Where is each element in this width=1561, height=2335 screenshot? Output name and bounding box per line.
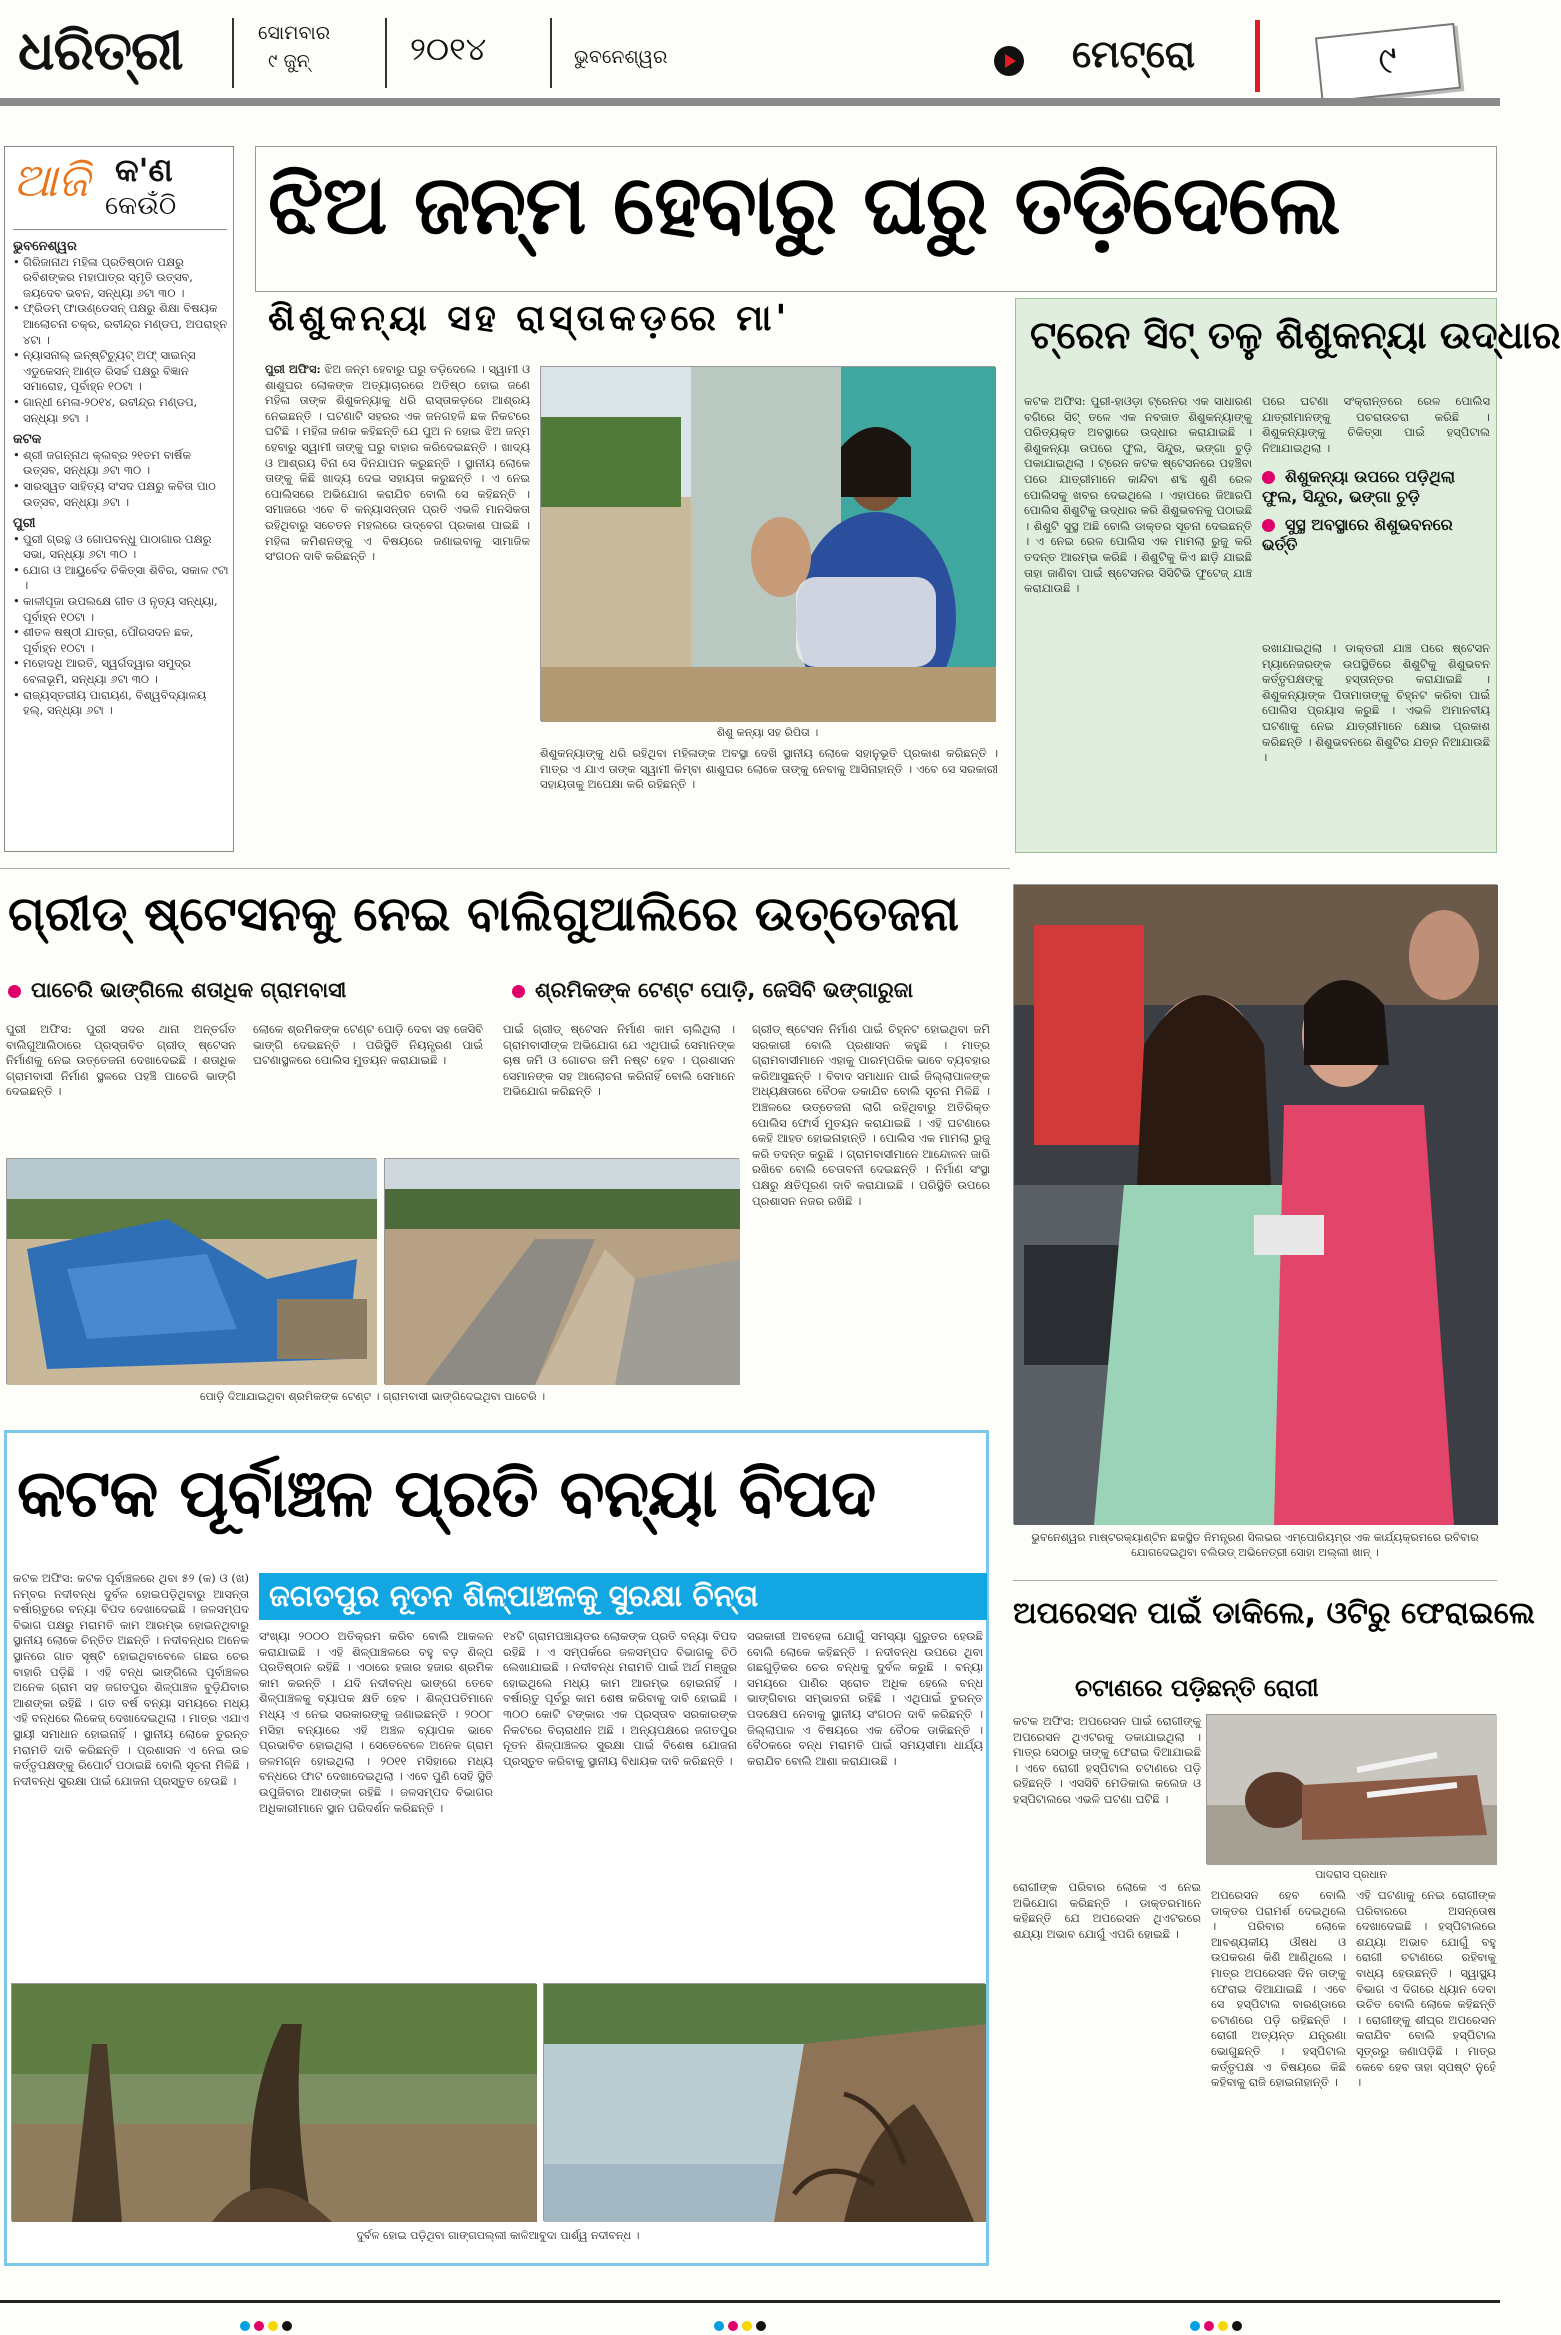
bullet-icon (8, 985, 21, 998)
bullet-icon (512, 985, 525, 998)
story1-col1-text: ଝିଅ ଜନ୍ମ ହେବାରୁ ଘରୁ ତଡ଼ିଦେଲେ । ସ୍ୱାମୀ ଓ ଶାଶୁଘର ଲୋକଙ୍କ ଅତ୍ୟାଚାରରେ ଅତିଷ୍ଠ ହୋଇ ଜଣେ ମହିଳା ତାଙ୍କ ଶିଶୁକନ୍ୟାକୁ ଧରି ରାସ୍ତାକଡ଼ରେ ଆଶ୍ରୟ ନେଇଛନ୍ତି । ଘଟଣାଟି ସହରର ଏକ ଜନଗହଳି ଛକ ନିକଟରେ ଘଟିଛି । ମହିଳା ଜଣକ କହିଛନ୍ତି ଯେ ପୁଅ ନ ହୋଇ ଝିଅ ଜନ୍ମ ହେବାରୁ ସ୍ୱାମୀ ତାଙ୍କୁ ଘରୁ ବାହାର କରିଦେଇଛନ୍ତି । ଖାଦ୍ୟ ଓ ଆଶ୍ରୟ ବିନା ସେ ଦିନଯାପନ କରୁଛନ୍ତି । ସ୍ଥାନୀୟ ଲୋକେ ତାଙ୍କୁ କିଛି ଖାଦ୍ୟ ଦେଇ ସହାୟତା କରୁଛନ୍ତି । ଏ ନେଇ ପୋଲିସରେ ଅଭିଯୋଗ କରାଯିବ ବୋଲି ସେ କହିଛନ୍ତି । ସମାଜରେ ଏବେ ବି କନ୍ୟାସନ୍ତାନ ପ୍ରତି ଏଭଳି ମାନସିକତା ରହିଥିବାରୁ ସଚେତନ ମହଲରେ ଉଦ୍‌ବେଗ ପ୍ରକାଶ ପାଇଛି । ମହିଳା କମିଶନଙ୍କୁ ଏ ବିଷୟରେ ଜଣାଇବାକୁ ସାମାଜିକ ସଂଗଠନ ଦାବି କରିଛନ୍ତି । (265, 362, 531, 564)
story2-box (1015, 298, 1561, 853)
event-item: • ଯୋଗ ଓ ଆୟୁର୍ବେଦ ଚିକିତ୍ସା ଶିବିର, ସକାଳ ୯ଟା । (13, 563, 229, 594)
story5-col1: କଟକ ଅଫିସ: ଅପରେସନ ପାଇଁ ରୋଗୀଙ୍କୁ ଅପରେସନ ଥିଏଟରକୁ ଡକାଯାଇଥିଲା । ମାତ୍ର ସେଠାରୁ ତାଙ୍କୁ ଫେରାଇ ଦିଆଯାଇଛି । ଏବେ ରୋଗୀ ହସ୍ପିଟାଲ ଚଟାଣରେ ପଡ଼ି ରହିଛନ୍ତି । ଏସସିବି ମେଡିକାଲ କଲେଜ ଓ ହସ୍ପିଟାଲରେ ଏଭଳି ଘଟଣା ଘଟିଛି । (1013, 1714, 1201, 1806)
registration-marks (712, 2316, 768, 2335)
story1-headline: ଝିଅ ଜନ୍ମ ହେବାରୁ ଘରୁ ତଡ଼ିଦେଲେ (268, 158, 1340, 253)
river-roots-photo (544, 1984, 986, 2222)
events-section (13, 239, 229, 426)
story3-headline: ଗ୍ରୀଡ୍ ଷ୍ଟେସନକୁ ନେଇ ବାଲିଗୁଆଲିରେ ଉତ୍ତେଜନା (8, 886, 959, 942)
mother-child-photo (541, 367, 996, 722)
story2-headline: ଟ୍ରେନ ସିଟ୍ ତଳୁ ଶିଶୁକନ୍ୟା ଉଦ୍ଧାର (1030, 313, 1561, 357)
event-item: • ନ୍ୟାସନାଲ୍ ଇନ୍‌ଷ୍ଟିଚ୍ୟୁଟ୍ ଅଫ୍ ସାଇନ୍ସ ଏଡୁକେସନ୍ ଆଣ୍ଡ ରିସର୍ଚ୍ଚ ପକ୍ଷରୁ ବିଜ୍ଞାନ ସମାରୋହ, ପୂର୍ବାହ୍ନ ୧୦ଟା । (13, 348, 229, 395)
story3-col1: ପୁରୀ ଅଫିସ: ପୁରୀ ସଦର ଥାନା ଅନ୍ତର୍ଗତ ବାଲିଗୁଆଲିଠାରେ ପ୍ରସ୍ତାବିତ ଗ୍ରୀଡ୍ ଷ୍ଟେସନ ନିର୍ମାଣକୁ ନେଇ ଉତ୍ତେଜନା ଦେଖାଦେଇଛି । ଶତାଧିକ ଗ୍ରାମବାସୀ ନିର୍ମାଣ ସ୍ଥଳରେ ପହଞ୍ଚି ପାଚେରି ଭାଙ୍ଗି ଦେଇଛନ୍ତି । (6, 1022, 236, 1099)
story4-col2: ସଂଖ୍ୟା ୨୦୦୦ ଅତିକ୍ରମ କରିବ ବୋଲି ଆକଳନ କରାଯାଇଛି । ଏହି ଶିଳ୍ପାଞ୍ଚଳରେ ବହୁ ବଡ଼ ଶିଳ୍ପ ପ୍ରତିଷ୍ଠାନ ରହିଛି । ଏଠାରେ ହଜାର ହଜାର ଶ୍ରମିକ କାମ କରନ୍ତି । ଯଦି ନଦୀବନ୍ଧ ଭାଙ୍ଗେ ତେବେ ଶିଳ୍ପାଞ୍ଚଳକୁ ବ୍ୟାପକ କ୍ଷତି ହେବ । ଶିଳ୍ପପତିମାନେ ମଧ୍ୟ ଏ ନେଇ ସରକାରଙ୍କୁ ଜଣାଇଛନ୍ତି । ୨୦୦୮ ମସିହା ବନ୍ୟାରେ ଏହି ଅଞ୍ଚଳ ବ୍ୟାପକ ଭାବେ ପ୍ରଭାବିତ ହୋଇଥିଲା । ସେତେବେଳେ ଅନେକ ଗ୍ରାମ ଜଳମଗ୍ନ ହୋଇଥିଲା । ୨୦୧୧ ମସିହାରେ ମଧ୍ୟ ବନ୍ଧରେ ଫାଟ ଦେଖାଦେଇଥିଲା । ଏବେ ପୁଣି ସେହି ସ୍ଥିତି ଉପୁଜିବାର ଆଶଙ୍କା ରହିଛି । ଜଳସମ୍ପଦ ବିଭାଗର ଅଧିକାରୀମାନେ ସ୍ଥାନ ପରିଦର୍ଶନ କରିଛନ୍ତି । (259, 1629, 493, 1815)
celebrity-photo (1013, 884, 1497, 1524)
story3-bullet-1: ପାଚେରି ଭାଙ୍ଗିଲେ ଶତାଧିକ ଗ୍ରାମବାସୀ (8, 978, 346, 1003)
story1-dateline: ପୁରୀ ଅଫିସ: (265, 362, 321, 376)
play-icon (994, 46, 1024, 76)
bullet-icon (1262, 471, 1275, 484)
masthead-rule (0, 98, 1500, 106)
events-title-bottom: କେଉଁଠି (105, 191, 177, 221)
page-number: ୯ (1375, 37, 1400, 83)
story3-photo-tent (6, 1158, 376, 1384)
events-list (13, 237, 229, 719)
story3-photo-caption: ପୋଡ଼ି ଦିଆଯାଇଥିବା ଶ୍ରମିକଙ୍କ ଟେଣ୍ଟ । ଗ୍ରାମବାସୀ ଭାଙ୍ଗିଦେଇଥିବା ପାଚେରି । (199, 1390, 546, 1403)
story3-photo-wall (384, 1158, 739, 1384)
story2-highlight: ସୁସ୍ଥ ଅବସ୍ଥାରେ ଶିଶୁଭବନରେ ଭର୍ତ୍ତି (1262, 515, 1453, 554)
story1-photo (540, 366, 995, 721)
events-section (13, 432, 229, 510)
story5-photo (1206, 1714, 1496, 1864)
story1-col1 (265, 362, 530, 842)
story4-photo-caption: ଦୁର୍ବଳ ହୋଇ ପଡ଼ିଥିବା ଗାଙ୍ଗପଲ୍ଲୀ କାଳିଆବୁଦା ପାର୍ଶ୍ୱ ନଦୀବନ୍ଧ । (356, 2229, 640, 2242)
masthead (0, 0, 1500, 112)
actress-event-photo (1014, 885, 1498, 1525)
story2-highlight: ଶିଶୁକନ୍ୟା ଉପରେ ପଡ଼ିଥିଲା ଫୁଲ, ସିନ୍ଦୁର, ଭଙ୍ଗା ଚୁଡ଼ି (1262, 467, 1456, 506)
masthead-divider (550, 18, 552, 88)
page-number-badge (1315, 23, 1461, 103)
story3-col2: ଲୋକେ ଶ୍ରମିକଙ୍କ ଟେଣ୍ଟ ପୋଡ଼ି ଦେବା ସହ ଜେସିବି ଭାଙ୍ଗି ଦେଇଛନ୍ତି । ପରିସ୍ଥିତି ନିୟନ୍ତ୍ରଣ ପାଇଁ ଘଟଣାସ୍ଥଳରେ ପୋଲିସ ମୁତୟନ କରାଯାଇଛି । (253, 1022, 483, 1068)
broken-wall-photo (385, 1159, 740, 1385)
section-title: ମେଟ୍ରୋ (1072, 32, 1196, 76)
event-item: • ଶୀତଳ ଷଷ୍ଠୀ ଯାତ୍ରା, ପୌରସଦନ ଛକ, ପୂର୍ବାହ୍ନ ୧୦ଟା । (13, 625, 229, 656)
event-item: • କାଳୀପୂଜା ଉପଲକ୍ଷେ ଗୀତ ଓ ନୃତ୍ୟ ସନ୍ଧ୍ୟା, ପୂର୍ବାହ୍ନ ୧୦ଟା । (13, 594, 229, 625)
story3-bullet-2: ଶ୍ରମିକଙ୍କ ଟେଣ୍ଟ ପୋଡ଼ି, ଜେସିବି ଭଙ୍ଗାରୁଜା (512, 978, 913, 1003)
section-divider (1013, 1580, 1497, 1581)
bullet-icon (1262, 519, 1275, 532)
events-section-heading: ଭୁବନେଶ୍ୱର (13, 239, 77, 254)
celebrity-photo-caption: ଭୁବନେଶ୍ୱର ମାଷ୍ଟରକ୍ୟାଣ୍ଟିନ ଛକସ୍ଥିତ ନିମନ୍ତ୍ରଣ ସିଲଭର ଏମ୍ପୋରିୟମ୍‌ର ଏକ କାର୍ଯ୍ୟକ୍ରମରେ ରବିବାର ଯୋଗଦେଇଥିବା ବଲିଉଡ୍ ଅଭିନେତ୍ରୀ ସୋହା ଅଲ୍ଲୀ ଖାନ୍ । (1031, 1531, 1479, 1559)
masthead-date: ୯ ଜୁନ୍ (268, 50, 310, 72)
patient-photo (1207, 1715, 1497, 1865)
newspaper-logo: ଧରିତ୍ରୀ (18, 18, 183, 82)
story3-col4: ଗ୍ରୀଡ୍ ଷ୍ଟେସନ ନିର୍ମାଣ ପାଇଁ ଚିହ୍ନଟ ହୋଇଥିବା ଜମି ସରକାରୀ ବୋଲି ପ୍ରଶାସନ କହୁଛି । ମାତ୍ର ଗ୍ରାମବାସୀମାନେ ଏହାକୁ ପାରମ୍ପରିକ ଭାବେ ବ୍ୟବହାର କରିଆସୁଛନ୍ତି । ବିବାଦ ସମାଧାନ ପାଇଁ ଜିଲ୍ଲାପାଳଙ୍କ ଅଧ୍ୟକ୍ଷତାରେ ବୈଠକ ଡକାଯିବ ବୋଲି ସୂଚନା ମିଳିଛି । ଅଞ୍ଚଳରେ ଉତ୍ତେଜନା ଲାଗି ରହିଥିବାରୁ ଅତିରିକ୍ତ ପୋଲିସ ଫୋର୍ସ ମୁତୟନ କରାଯାଇଛି । ଏହି ଘଟଣାରେ କେହି ଆହତ ହୋଇନାହାନ୍ତି । ପୋଲିସ ଏକ ମାମଲା ରୁଜୁ କରି ତଦନ୍ତ କରୁଛି । ଗ୍ରାମବାସୀମାନେ ଆନ୍ଦୋଳନ ଜାରି ରଖିବେ ବୋଲି ଚେତାବନୀ ଦେଇଛନ୍ତି । ନିର୍ମାଣ ସଂସ୍ଥା ପକ୍ଷରୁ କ୍ଷତିପୂରଣ ଦାବି କରାଯାଇଛି । ପରିସ୍ଥିତି ଉପରେ ପ୍ରଶାସନ ନଜର ରଖିଛି । (752, 1022, 990, 1208)
story3-col3: ପାଇଁ ଗ୍ରୀଡ୍ ଷ୍ଟେସନ ନିର୍ମାଣ କାମ ଚାଲିଥିଲା । ଗ୍ରାମବାସୀଙ୍କ ଅଭିଯୋଗ ଯେ ଏଥିପାଇଁ ସେମାନଙ୍କ ଚାଷ ଜମି ଓ ଗୋଚର ଜମି ନଷ୍ଟ ହେବ । ପ୍ରଶାସନ ସେମାନଙ୍କ ସହ ଆଲୋଚନା କରିନାହିଁ ବୋଲି ସେମାନେ ଅଭିଯୋଗ କରିଛନ୍ତି । (503, 1022, 735, 1099)
registration-marks (1188, 2316, 1244, 2335)
story5-headline: ଅପରେସନ ପାଇଁ ଡାକିଲେ, ଓଟିରୁ ଫେରାଇଲେ (1013, 1596, 1535, 1631)
story2-col1: କଟକ ଅଫିସ: ପୁରୀ-ହାଓଡ଼ା ଟ୍ରେନର ଏକ ସାଧାରଣ ବଗିରେ ସିଟ୍ ତଳେ ଏକ ନବଜାତ ଶିଶୁକନ୍ୟାଙ୍କୁ ପରିତ୍ୟକ୍ତ ଅବସ୍ଥାରେ ଉଦ୍ଧାର କରାଯାଇଛି । ଶିଶୁକନ୍ୟା ଉପରେ ଫୁଲ, ସିନ୍ଦୁର, ଭଙ୍ଗା ଚୁଡ଼ି ପକାଯାଇଥିଲା । ଟ୍ରେନ କଟକ ଷ୍ଟେସନରେ ପହଞ୍ଚିବା ପରେ ଯାତ୍ରୀମାନେ କାନ୍ଦିବା ଶବ୍ଦ ଶୁଣି ରେଳ ପୋଲିସକୁ ଖବର ଦେଇଥିଲେ । ଏହାପରେ ଜିଆରପି ପୋଲିସ ଶିଶୁଟିକୁ ଉଦ୍ଧାର କରି ଶିଶୁଭବନକୁ ପଠାଇଛି । ଶିଶୁଟି ସୁସ୍ଥ ଅଛି ବୋଲି ଡାକ୍ତର ସୂଚନା ଦେଇଛନ୍ତି । ଏ ନେଇ ରେଳ ପୋଲିସ ଏକ ମାମଲା ରୁଜୁ କରି ତଦନ୍ତ ଆରମ୍ଭ କରିଛି । ଶିଶୁଟିକୁ କିଏ ଛାଡ଼ି ଯାଇଛି ତାହା ଜାଣିବା ପାଇଁ ଷ୍ଟେସନର ସିସିଟିଭି ଫୁଟେଜ୍ ଯାଞ୍ଚ କରାଯାଉଛି । (1024, 394, 1252, 596)
story2-col2a: ପରେ ଘଟଣା ସଂକ୍ରାନ୍ତରେ ରେଳ ପୋଲିସ ଯାତ୍ରୀମାନଙ୍କୁ ପଚରାଉଚରା କରିଛି । ଶିଶୁକନ୍ୟାଙ୍କୁ ଚିକିତ୍ସା ପାଇଁ ହସ୍ପିଟାଲ ନିଆଯାଇଥିଲା । (1262, 394, 1490, 455)
event-item: • ପୁରୀ ଗ୍ରନ୍ଥ ଓ ଗୋପବନ୍ଧୁ ପାଠାଗାର ପକ୍ଷରୁ ସଭା, ସନ୍ଧ୍ୟା ୬ଟା ୩୦ । (13, 532, 229, 563)
event-item: • ଗିରିଜାନାଥ ମହିଳା ପ୍ରତିଷ୍ଠାନ ପକ୍ଷରୁ ରବିଶଙ୍କର ମହାପାତ୍ର ସ୍ମୃତି ଉତ୍ସବ, ଜୟଦେବ ଭବନ, ସନ୍ଧ୍ୟା ୬ଟା ୩୦ । (13, 255, 229, 302)
events-title-left: ଆଜି (13, 153, 90, 207)
events-divider (13, 229, 227, 230)
event-item: • ମହୋଦଧି ଆରତି, ସ୍ୱର୍ଗଦ୍ୱାର ସମୁଦ୍ର ବେଳାଭୂମି, ସନ୍ଧ୍ୟା ୬ଟା ୩୦ । (13, 656, 229, 687)
event-item: • ଫ୍ରିଡମ୍ ଫାଉଣ୍ଡେସନ୍ ପକ୍ଷରୁ ଶିକ୍ଷା ବିଷୟକ ଆଲୋଚନା ଚକ୍ର, ରବୀନ୍ଦ୍ର ମଣ୍ଡପ, ଅପରାହ୍ନ ୪ଟା । (13, 301, 229, 348)
story4-box (4, 1430, 989, 2266)
story2-col2b: ରଖାଯାଇଥିଲା । ଡାକ୍ତରୀ ଯାଞ୍ଚ ପରେ ଷ୍ଟେସନ ମ୍ୟାନେଜରଙ୍କ ଉପସ୍ଥିତିରେ ଶିଶୁଟିକୁ ଶିଶୁଭବନ କର୍ତ୍ତୃପକ୍ଷଙ୍କୁ ହସ୍ତାନ୍ତର କରାଯାଇଛି । ଶିଶୁକନ୍ୟାଙ୍କ ପିତାମାତାଙ୍କୁ ଚିହ୍ନଟ କରିବା ପାଇଁ ପୋଲିସ ପ୍ରୟାସ କରୁଛି । ଏଭଳି ଅମାନବୀୟ ଘଟଣାକୁ ନେଇ ଯାତ୍ରୀମାନେ କ୍ଷୋଭ ପ୍ରକାଶ କରିଛନ୍ତି । ଶିଶୁଭବନରେ ଶିଶୁଟିର ଯତ୍ନ ନିଆଯାଉଛି । (1262, 641, 1490, 765)
masthead-divider (385, 18, 387, 88)
river-embankment-photo (12, 1984, 537, 2222)
story5-subhead: ଚଟାଣରେ ପଡ଼ିଛନ୍ତି ରୋଗୀ (1075, 1674, 1319, 1702)
story4-col1: କଟକ ଅଫିସ: କଟକ ପୂର୍ବାଞ୍ଚଳରେ ଥିବା ୫୨ (କ) ଓ (ଖ) ନମ୍ବର ନଦୀବନ୍ଧ ଦୁର୍ବଳ ହୋଇପଡ଼ିଥିବାରୁ ଆସନ୍ତା ବର୍ଷାଋତୁରେ ବନ୍ୟା ବିପଦ ଦେଖାଦେଇଛି । ଜଳସମ୍ପଦ ବିଭାଗ ପକ୍ଷରୁ ମରାମତି କାମ ଆରମ୍ଭ ହୋଇନଥିବାରୁ ସ୍ଥାନୀୟ ଲୋକେ ଚିନ୍ତିତ ଅଛନ୍ତି । ନଦୀବନ୍ଧର ଅନେକ ସ୍ଥାନରେ ଗାତ ସୃଷ୍ଟି ହୋଇଥିବାବେଳେ ଗଛର ଚେର ବାହାରି ପଡ଼ିଛି । ଏହି ବନ୍ଧ ଭାଙ୍ଗିଲେ ପୂର୍ବାଞ୍ଚଳର ଅନେକ ଗ୍ରାମ ସହ ଜଗତପୁର ଶିଳ୍ପାଞ୍ଚଳ ବୁଡ଼ିଯିବାର ଆଶଙ୍କା ରହିଛି । ଗତ ବର୍ଷ ବନ୍ୟା ସମୟରେ ମଧ୍ୟ ଏହି ବନ୍ଧରେ ଲିକେଜ୍ ଦେଖାଦେଇଥିଲା । ମାତ୍ର ଏଯାଏ ସ୍ଥାୟୀ ସମାଧାନ ହୋଇନାହିଁ । ସ୍ଥାନୀୟ ଲୋକେ ତୁରନ୍ତ ମରାମତି ଦାବି କରିଛନ୍ତି । ପ୍ରଶାସନ ଏ ନେଇ ଉଚ୍ଚ କର୍ତ୍ତୃପକ୍ଷଙ୍କୁ ରିପୋର୍ଟ ପଠାଇଛି ବୋଲି ସୂଚନା ମିଳିଛି । ନଦୀବନ୍ଧ ସୁରକ୍ଷା ପାଇଁ ଯୋଜନା ପ୍ରସ୍ତୁତ ହେଉଛି । (13, 1571, 249, 1788)
events-section-heading: ପୁରୀ (13, 516, 36, 532)
story5-col2: ଅପରେସନ ହେବ ବୋଲି ଡାକ୍ତର ପରାମର୍ଶ ଦେଇଥିଲେ । ପରିବାର ଲୋକେ ଆବଶ୍ୟକୀୟ ଔଷଧ ଓ ଉପକରଣ କିଣି ଆଣିଥିଲେ । ମାତ୍ର ଅପରେସନ ଦିନ ତାଙ୍କୁ ଫେରାଇ ଦିଆଯାଇଛି । ଏବେ ସେ ହସ୍ପିଟାଲ ବାରଣ୍ଡାରେ ଚଟାଣରେ ପଡ଼ି ରହିଛନ୍ତି । ରୋଗୀ ଅତ୍ୟନ୍ତ ଯନ୍ତ୍ରଣା ଭୋଗୁଛନ୍ତି । ହସ୍ପିଟାଲ କର୍ତ୍ତୃପକ୍ଷ ଏ ବିଷୟରେ କିଛି କହିବାକୁ ରାଜି ହୋଇନାହାନ୍ତି । (1211, 1888, 1346, 2090)
masthead-day: ସୋମବାର (258, 22, 331, 44)
story5-photo-caption: ପାଦରାସ ପ୍ରଧାନ (1315, 1868, 1387, 1881)
story1-photo-caption: ଶିଶୁ କନ୍ୟା ସହ ରିପିତା । (716, 726, 819, 739)
events-title-top: କ'ଣ (115, 151, 173, 189)
story4-photo-left (11, 1983, 536, 2221)
story5-col1b: ରୋଗୀଙ୍କ ପରିବାର ଲୋକେ ଏ ନେଇ ଅଭିଯୋଗ କରିଛନ୍ତି । ଡାକ୍ତରମାନେ କହିଛନ୍ତି ଯେ ଅପରେସନ ଥିଏଟରରେ ଶଯ୍ୟା ଅଭାବ ଯୋଗୁଁ ଏପରି ହୋଇଛି । (1013, 1880, 1201, 1941)
footer-rule (0, 2300, 1500, 2303)
events-section-heading: କଟକ (13, 432, 42, 448)
section-divider (0, 868, 1010, 869)
section-accent-bar (1255, 20, 1260, 92)
story4-photo-right (543, 1983, 985, 2221)
story4-col3: ୧୪ଟି ଗ୍ରାମପଞ୍ଚାୟତର ଲୋକଙ୍କ ପ୍ରତି ବନ୍ୟା ବିପଦ ରହିଛି । ଏ ସମ୍ପର୍କରେ ଜଳସମ୍ପଦ ବିଭାଗକୁ ଚିଠି ଲେଖାଯାଇଛି । ନଦୀବନ୍ଧ ମରାମତି ପାଇଁ ଅର୍ଥ ମଞ୍ଜୁର ହୋଇଥିଲେ ମଧ୍ୟ କାମ ଆରମ୍ଭ ହୋଇନାହିଁ । ବର୍ଷାଋତୁ ପୂର୍ବରୁ କାମ ଶେଷ କରିବାକୁ ଦାବି ହୋଇଛି । ୩୦୦ କୋଟି ଟଙ୍କାର ଏକ ପ୍ରସ୍ତାବ ସରକାରଙ୍କ ନିକଟରେ ବିଚାରାଧୀନ ଅଛି । ଅନ୍ୟପକ୍ଷରେ ଜଗତପୁର ନୂତନ ଶିଳ୍ପାଞ୍ଚଳର ସୁରକ୍ଷା ପାଇଁ ବିଶେଷ ଯୋଜନା ପ୍ରସ୍ତୁତ କରିବାକୁ ସ୍ଥାନୀୟ ବିଧାୟକ ଦାବି କରିଛନ୍ତି । (503, 1629, 737, 1768)
story4-headline: କଟକ ପୂର୍ବାଞ୍ଚଳ ପ୍ରତି ବନ୍ୟା ବିପଦ (17, 1455, 876, 1532)
story4-col4: ସରକାରୀ ଅବହେଳା ଯୋଗୁଁ ସମସ୍ୟା ଗୁରୁତର ହେଉଛି ବୋଲି ଲୋକେ କହିଛନ୍ତି । ନଦୀବନ୍ଧ ଉପରେ ଥିବା ଗଛଗୁଡ଼ିକର ଚେର ବନ୍ଧକୁ ଦୁର୍ବଳ କରୁଛି । ବନ୍ୟା ସମୟରେ ପାଣିର ସ୍ରୋତ ଅଧିକ ହେଲେ ବନ୍ଧ ଭାଙ୍ଗିବାର ସମ୍ଭାବନା ରହିଛି । ଏଥିପାଇଁ ତୁରନ୍ତ ପଦକ୍ଷେପ ନେବାକୁ ସ୍ଥାନୀୟ ସଂଗଠନ ଦାବି କରିଛନ୍ତି । ଜିଲ୍ଲାପାଳ ଏ ବିଷୟରେ ଏକ ବୈଠକ ଡାକିଛନ୍ତି । ବୈଠକରେ ବନ୍ଧ ମରାମତି ପାଇଁ ସମୟସୀମା ଧାର୍ଯ୍ୟ କରାଯିବ ବୋଲି ଆଶା କରାଯାଉଛି । (747, 1629, 983, 1768)
event-item: • ଶ୍ରୀ ଜଗନ୍ନାଥ କ୍ଲବ୍‌ର ୨୧ତମ ବାର୍ଷିକ ଉତ୍ସବ, ସନ୍ଧ୍ୟା ୬ଟା ୩୦ । (13, 448, 229, 479)
event-item: • ଗାନ୍ଧୀ ମେଳା-୨୦୧୪, ରବୀନ୍ଦ୍ର ମଣ୍ଡପ, ସନ୍ଧ୍ୟା ୭ଟା । (13, 395, 229, 426)
story1-bottom-text: ଶିଶୁକନ୍ୟାଙ୍କୁ ଧରି ରହିଥିବା ମହିଳାଙ୍କ ଅବସ୍ଥା ଦେଖି ସ୍ଥାନୀୟ ଲୋକେ ସହାନୁଭୂତି ପ୍ରକାଶ କରିଛନ୍ତି । ମାତ୍ର ଏ ଯାଏ ତାଙ୍କ ସ୍ୱାମୀ କିମ୍ବା ଶାଶୁଘର ଲୋକେ ତାଙ୍କୁ ନେବାକୁ ଆସିନାହାନ୍ତି । ଏବେ ସେ ସରକାରୀ ସହାୟତାକୁ ଅପେକ୍ଷା କରି ରହିଛନ୍ତି । (540, 746, 998, 792)
burnt-tent-photo (7, 1159, 377, 1385)
story1-subhead: ଶିଶୁକନ୍ୟା ସହ ରାସ୍ତାକଡ଼ରେ ମା' (268, 298, 791, 339)
events-section (13, 516, 229, 719)
story4-subbar: ଜଗତପୁର ନୂତନ ଶିଳ୍ପାଞ୍ଚଳକୁ ସୁରକ୍ଷା ଚିନ୍ତା (259, 1573, 987, 1620)
story5-col3: ଏହି ଘଟଣାକୁ ନେଇ ରୋଗୀଙ୍କ ପରିବାରରେ ଅସନ୍ତୋଷ ଦେଖାଦେଇଛି । ହସ୍ପିଟାଲରେ ଶଯ୍ୟା ଅଭାବ ଯୋଗୁଁ ବହୁ ରୋଗୀ ଚଟାଣରେ ରହିବାକୁ ବାଧ୍ୟ ହେଉଛନ୍ତି । ସ୍ୱାସ୍ଥ୍ୟ ବିଭାଗ ଏ ଦିଗରେ ଧ୍ୟାନ ଦେବା ଉଚିତ ବୋଲି ଲୋକେ କହିଛନ୍ତି । ରୋଗୀଙ୍କୁ ଶୀଘ୍ର ଅପରେସନ କରାଯିବ ବୋଲି ହସ୍ପିଟାଲ ସୂତ୍ରରୁ ଜଣାପଡ଼ିଛି । ମାତ୍ର କେବେ ହେବ ତାହା ସ୍ପଷ୍ଟ ନୁହେଁ । (1356, 1888, 1496, 2090)
event-item: • ରାଜ୍ୟସ୍ତରୀୟ ପାରାୟଣ, ବିଶ୍ୱବିଦ୍ୟାଳୟ ହଲ୍, ସନ୍ଧ୍ୟା ୬ଟା । (13, 688, 229, 719)
registration-marks (238, 2316, 294, 2335)
masthead-year: ୨୦୧୪ (410, 30, 487, 68)
event-item: • ସାରସ୍ୱତ ସାହିତ୍ୟ ସଂସଦ ପକ୍ଷରୁ କବିତା ପାଠ ଉତ୍ସବ, ସନ୍ଧ୍ୟା ୬ଟା । (13, 479, 229, 510)
masthead-divider (232, 18, 234, 88)
story2-highlights (1262, 467, 1490, 555)
masthead-city: ଭୁବନେଶ୍ୱର (574, 46, 668, 68)
events-box (4, 146, 234, 852)
